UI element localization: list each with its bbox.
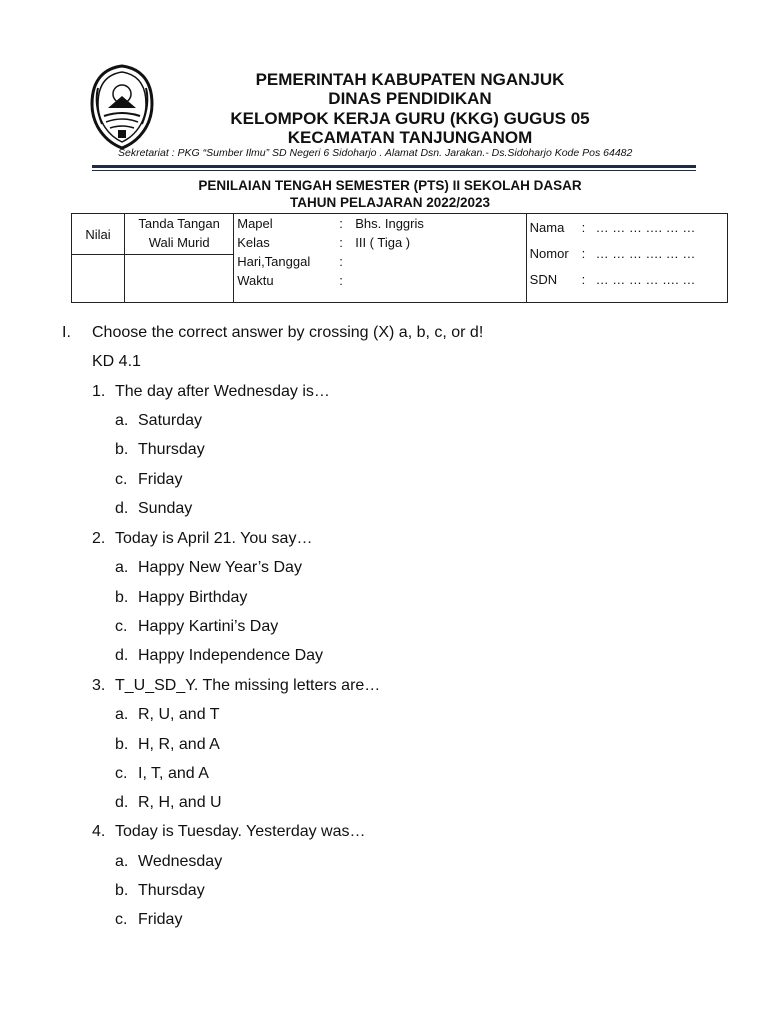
- question-2: [92, 530, 312, 548]
- nama-value[interactable]: … … … …. … …: [595, 219, 696, 235]
- option-letter: b.: [115, 441, 129, 458]
- signature-label: [125, 214, 234, 255]
- mapel-key: Mapel: [237, 216, 273, 231]
- mapel-colon: :: [339, 216, 343, 231]
- nomor-key: Nomor: [529, 245, 569, 261]
- nama-key: Nama: [529, 219, 565, 235]
- question-1: [92, 383, 330, 401]
- question-number: 2.: [92, 530, 106, 547]
- option-letter: a.: [115, 853, 129, 870]
- option-text: Friday: [138, 471, 183, 488]
- option-letter: d.: [115, 794, 129, 811]
- question-number: 3.: [92, 677, 106, 694]
- option-letter: b.: [115, 589, 129, 606]
- option-text: Happy New Year’s Day: [138, 559, 302, 576]
- signature-label-line1: Tanda Tangan: [138, 216, 220, 231]
- option-letter: a.: [115, 559, 129, 576]
- option-text: Sunday: [138, 500, 193, 517]
- exam-title: PENILAIAN TENGAH SEMESTER (PTS) II SEKOLAH DASAR: [198, 178, 582, 193]
- nomor-colon: :: [581, 245, 586, 261]
- option-2a[interactable]: [115, 559, 302, 577]
- hari-key: Hari,Tanggal: [237, 254, 311, 269]
- option-text: Wednesday: [138, 853, 223, 870]
- question-3: [92, 677, 380, 695]
- option-text: Happy Kartini’s Day: [138, 618, 279, 635]
- hari-colon: :: [339, 254, 343, 269]
- nilai-label: Nilai: [72, 214, 125, 255]
- student-info-table: [71, 213, 728, 303]
- option-letter: c.: [115, 911, 128, 928]
- option-letter: a.: [115, 706, 129, 723]
- sdn-colon: :: [581, 271, 586, 287]
- option-text: I, T, and A: [138, 765, 209, 782]
- header-line-kkg: KELOMPOK KERJA GURU (KKG) GUGUS 05: [230, 109, 590, 128]
- section-number: I.: [62, 324, 71, 341]
- header-line-district: KECAMATAN TANJUNGANOM: [287, 128, 533, 147]
- option-1a[interactable]: [115, 412, 202, 430]
- option-1b[interactable]: [115, 441, 205, 459]
- option-3b[interactable]: [115, 736, 220, 754]
- header-divider-thin: [92, 170, 696, 171]
- question-number: 4.: [92, 823, 106, 840]
- option-letter: d.: [115, 500, 129, 517]
- question-text: T_U_SD_Y. The missing letters are…: [115, 677, 381, 694]
- question-4: [92, 823, 366, 841]
- option-4c[interactable]: [115, 911, 182, 929]
- option-2d[interactable]: [115, 647, 323, 665]
- mapel-value: Bhs. Inggris: [355, 216, 424, 231]
- option-3a[interactable]: [115, 706, 220, 724]
- option-letter: b.: [115, 736, 129, 753]
- nilai-box[interactable]: [72, 255, 125, 303]
- secretariat-address: Sekretariat : PKG “Sumber Ilmu” SD Negeri 6 Sidoharjo . Alamat Dsn. Jarakan.- Ds.Sidoharjo Kode Pos 64482: [118, 147, 633, 159]
- nomor-row: [527, 240, 727, 266]
- section-instruction: [62, 324, 483, 342]
- kabupaten-emblem-logo: [88, 64, 156, 150]
- kelas-key: Kelas: [237, 235, 270, 250]
- option-text: Happy Birthday: [138, 589, 248, 606]
- sdn-key: SDN: [529, 271, 558, 287]
- option-text: Saturday: [138, 412, 203, 429]
- option-text: Friday: [138, 911, 183, 928]
- option-text: R, H, and U: [138, 794, 222, 811]
- option-1d[interactable]: [115, 500, 192, 518]
- waktu-row: [234, 271, 525, 290]
- nomor-value[interactable]: … … … …. … …: [595, 245, 696, 261]
- mapel-row: [234, 214, 525, 233]
- signature-box[interactable]: [125, 255, 234, 303]
- option-4b[interactable]: [115, 882, 205, 900]
- sdn-value[interactable]: … … … … …. …: [595, 271, 696, 287]
- option-3c[interactable]: [115, 765, 209, 783]
- nama-colon: :: [581, 219, 586, 235]
- kd-label: KD 4.1: [92, 353, 141, 370]
- kelas-colon: :: [339, 235, 343, 250]
- exam-year: TAHUN PELAJARAN 2022/2023: [289, 195, 491, 210]
- question-text: Today is Tuesday. Yesterday was…: [115, 823, 366, 840]
- option-letter: c.: [115, 765, 128, 782]
- hari-row: [234, 252, 525, 271]
- option-2b[interactable]: [115, 589, 247, 607]
- option-text: Thursday: [138, 441, 205, 458]
- signature-label-line2: Wali Murid: [148, 235, 210, 250]
- option-letter: c.: [115, 471, 128, 488]
- kelas-row: [234, 233, 525, 252]
- sdn-row: [527, 266, 727, 292]
- question-number: 1.: [92, 383, 106, 400]
- option-text: Thursday: [138, 882, 205, 899]
- waktu-key: Waktu: [237, 273, 274, 288]
- waktu-colon: :: [339, 273, 343, 288]
- option-1c[interactable]: [115, 471, 182, 489]
- student-details: [526, 214, 727, 303]
- question-text: Today is April 21. You say…: [115, 530, 313, 547]
- option-2c[interactable]: [115, 618, 278, 636]
- kelas-value: III ( Tiga ): [355, 235, 411, 250]
- header-line-government: PEMERINTAH KABUPATEN NGANJUK: [255, 70, 565, 89]
- instruction-text: Choose the correct answer by crossing (X) a, b, c, or d!: [92, 324, 484, 341]
- option-letter: d.: [115, 647, 129, 664]
- exam-details: [234, 214, 526, 303]
- question-text: The day after Wednesday is…: [115, 383, 330, 400]
- option-text: H, R, and A: [138, 736, 220, 753]
- header-divider-thick: [92, 165, 696, 168]
- nama-row: [527, 214, 727, 240]
- option-3d[interactable]: [115, 794, 222, 812]
- option-letter: a.: [115, 412, 129, 429]
- header-line-department: DINAS PENDIDIKAN: [328, 89, 492, 108]
- option-text: Happy Independence Day: [138, 647, 324, 664]
- option-4a[interactable]: [115, 853, 222, 871]
- option-letter: b.: [115, 882, 129, 899]
- option-letter: c.: [115, 618, 128, 635]
- option-text: R, U, and T: [138, 706, 220, 723]
